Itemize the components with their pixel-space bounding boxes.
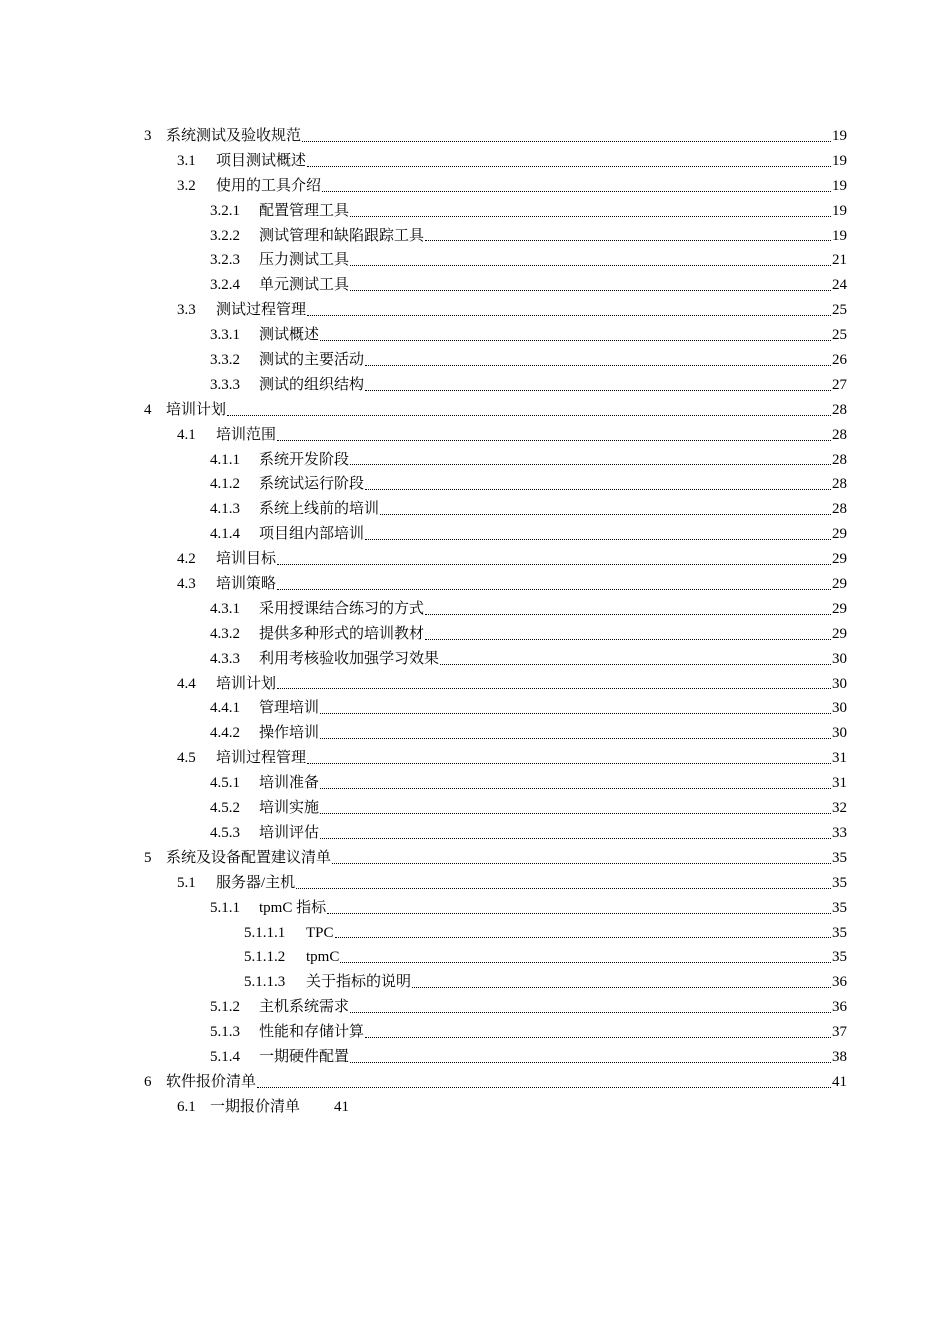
toc-entry-number: 4.3: [177, 576, 196, 593]
toc-entry-title: tpmC: [306, 949, 340, 966]
toc-entry-title: TPC: [306, 924, 334, 941]
toc-entry-number: 5.1: [177, 874, 196, 891]
toc-entry-number: 4.1: [177, 426, 196, 443]
toc-dot-leader: [365, 389, 831, 391]
toc-entry[interactable]: [0, 273, 950, 298]
toc-entry-title: 项目测试概述: [216, 152, 307, 169]
toc-entry[interactable]: [0, 597, 950, 622]
toc-entry[interactable]: [0, 696, 950, 721]
toc-dot-leader: [425, 613, 831, 615]
toc-entry[interactable]: [0, 149, 950, 174]
toc-entry-number: 3.2.3: [210, 252, 240, 269]
toc-entry-page-number: 19: [832, 227, 847, 244]
toc-entry-title: 操作培训: [259, 725, 320, 742]
toc-entry-number: 3.2.2: [210, 227, 240, 244]
toc-dot-leader: [307, 762, 831, 764]
toc-entry-page-number: 27: [832, 376, 847, 393]
toc-entry-number: 4.5.3: [210, 824, 240, 841]
toc-dot-leader: [257, 1086, 831, 1088]
toc-dot-leader: [322, 190, 831, 192]
toc-entry[interactable]: [0, 846, 950, 871]
toc-entry-number: 4.4: [177, 675, 196, 692]
toc-entry[interactable]: [0, 771, 950, 796]
toc-entry-number: 5.1.1.1: [244, 924, 286, 941]
toc-dot-leader: [412, 986, 831, 988]
toc-entry[interactable]: [0, 547, 950, 572]
toc-entry-number: 4.4.2: [210, 725, 240, 742]
toc-dot-leader: [365, 538, 831, 540]
toc-entry-number: 5.1.3: [210, 1024, 240, 1041]
toc-entry-page-number: 35: [832, 924, 847, 941]
toc-dot-leader: [425, 638, 831, 640]
toc-entry-number: 4.5: [177, 750, 196, 767]
toc-entry-title: 提供多种形式的培训教材: [259, 625, 425, 642]
toc-entry[interactable]: [0, 896, 950, 921]
toc-entry-number: 4.2: [177, 551, 196, 568]
toc-entry-title: 测试的主要活动: [259, 352, 365, 369]
toc-entry-title: 服务器/主机: [216, 874, 296, 891]
toc-dot-leader: [332, 862, 831, 864]
toc-dot-leader: [350, 463, 831, 465]
toc-entry-number: 6: [144, 1073, 152, 1090]
toc-dot-leader: [320, 737, 831, 739]
toc-dot-leader: [296, 887, 831, 889]
toc-dot-leader: [320, 712, 831, 714]
toc-entry-title: 系统开发阶段: [259, 451, 350, 468]
toc-entry-number: 3.2.1: [210, 202, 240, 219]
toc-dot-leader: [350, 264, 831, 266]
toc-entry-number: 4.5.1: [210, 775, 240, 792]
toc-entry-title: 测试过程管理: [216, 302, 307, 319]
toc-entry-page-number: 19: [832, 177, 847, 194]
toc-dot-leader: [320, 339, 831, 341]
toc-entry[interactable]: [0, 970, 950, 995]
toc-dot-leader: [327, 912, 831, 914]
toc-entry-title: 使用的工具介绍: [216, 177, 322, 194]
table-of-contents: [0, 124, 950, 1120]
toc-entry-title: 测试的组织结构: [259, 376, 365, 393]
toc-entry-page-number: 25: [832, 327, 847, 344]
toc-entry-number: 3.2.4: [210, 277, 240, 294]
toc-entry-title: 利用考核验收加强学习效果: [259, 650, 440, 667]
toc-entry-title: 主机系统需求: [259, 999, 350, 1016]
toc-dot-leader: [340, 961, 831, 963]
toc-dot-leader: [335, 936, 831, 938]
toc-entry-number: 4: [144, 401, 152, 418]
toc-entry-page-number: 41: [832, 1073, 847, 1090]
toc-entry-number: 3.3.3: [210, 376, 240, 393]
toc-entry-number: 5.1.1.2: [244, 949, 286, 966]
toc-entry-title: 培训准备: [259, 775, 320, 792]
toc-dot-leader: [365, 488, 831, 490]
toc-entry-page-number: 28: [832, 476, 847, 493]
toc-entry-page-number: 28: [832, 401, 847, 418]
toc-entry-number: 3.2: [177, 177, 196, 194]
toc-entry-title: 培训过程管理: [216, 750, 307, 767]
toc-entry-page-number: 33: [832, 824, 847, 841]
toc-dot-leader: [320, 837, 831, 839]
toc-entry-number: 4.1.2: [210, 476, 240, 493]
toc-entry-page-number: 28: [832, 426, 847, 443]
toc-dot-leader: [227, 414, 831, 416]
toc-entry[interactable]: [0, 224, 950, 249]
toc-entry-page-number: 28: [832, 501, 847, 518]
toc-entry[interactable]: [0, 174, 950, 199]
toc-entry-page-number: 35: [832, 849, 847, 866]
toc-entry-title: 培训计划: [166, 401, 227, 418]
toc-entry-title: 压力测试工具: [259, 252, 350, 269]
toc-entry[interactable]: [0, 572, 950, 597]
toc-entry[interactable]: [0, 348, 950, 373]
toc-entry-title: 关于指标的说明: [306, 974, 412, 991]
toc-dot-leader: [350, 289, 831, 291]
toc-entry[interactable]: [0, 622, 950, 647]
toc-entry-title: 项目组内部培训: [259, 526, 365, 543]
toc-entry-page-number: 30: [832, 675, 847, 692]
toc-entry[interactable]: [0, 323, 950, 348]
toc-entry-title: 软件报价清单: [166, 1073, 257, 1090]
toc-entry-title: 系统测试及验收规范: [166, 128, 302, 144]
toc-entry[interactable]: [0, 1095, 950, 1120]
toc-entry[interactable]: [0, 497, 950, 522]
toc-dot-leader: [380, 513, 831, 515]
toc-entry-page-number: 35: [832, 899, 847, 916]
toc-entry-number: 5.1.4: [210, 1048, 240, 1065]
toc-dot-leader: [302, 140, 831, 142]
toc-dot-leader: [277, 588, 831, 590]
toc-entry-number: 3.3: [177, 302, 196, 319]
toc-dot-leader: [320, 787, 831, 789]
toc-entry-number: 5.1.1: [210, 899, 240, 916]
toc-entry-page-number: 19: [832, 128, 847, 144]
toc-entry-title: 培训范围: [216, 426, 277, 443]
toc-entry[interactable]: [0, 746, 950, 771]
toc-entry[interactable]: [0, 945, 950, 970]
toc-entry-page-number: 36: [832, 974, 847, 991]
toc-entry-title: 系统及设备配置建议清单: [166, 849, 332, 866]
toc-dot-leader: [307, 314, 831, 316]
toc-entry[interactable]: [0, 298, 950, 323]
toc-entry-title: 一期硬件配置: [259, 1048, 350, 1065]
toc-entry-title: 单元测试工具: [259, 277, 350, 294]
toc-entry-title: 性能和存储计算: [259, 1024, 365, 1041]
toc-entry-page-number: 29: [832, 600, 847, 617]
toc-entry[interactable]: [0, 796, 950, 821]
toc-entry-page-number: 25: [832, 302, 847, 319]
toc-entry-title: 系统上线前的培训: [259, 501, 380, 518]
toc-entry-title: 培训目标: [216, 551, 277, 568]
toc-entry[interactable]: [0, 995, 950, 1020]
toc-entry-page-number: 30: [832, 650, 847, 667]
toc-entry-number: 4.1.4: [210, 526, 240, 543]
toc-entry-title: 测试管理和缺陷跟踪工具: [259, 227, 425, 244]
toc-entry[interactable]: [0, 1020, 950, 1045]
toc-entry[interactable]: [0, 1045, 950, 1070]
toc-dot-leader: [365, 364, 831, 366]
toc-entry-page-number: 28: [832, 451, 847, 468]
toc-entry-number: 4.5.2: [210, 800, 240, 817]
toc-entry-page-number: 32: [832, 800, 847, 817]
toc-entry-number: 4.1.3: [210, 501, 240, 518]
toc-entry-page-number: 19: [832, 152, 847, 169]
toc-entry[interactable]: [0, 398, 950, 423]
toc-entry-number: 5.1.2: [210, 999, 240, 1016]
toc-entry-number: 3.3.2: [210, 352, 240, 369]
toc-entry-number: 5: [144, 849, 152, 866]
toc-dot-leader: [350, 215, 831, 217]
toc-dot-leader: [350, 1061, 831, 1063]
toc-entry-title: 培训评估: [259, 824, 320, 841]
toc-entry[interactable]: [0, 248, 950, 273]
toc-entry-number: 3.3.1: [210, 327, 240, 344]
toc-entry[interactable]: [0, 1070, 950, 1095]
toc-entry-number: 4.1.1: [210, 451, 240, 468]
toc-dot-leader: [440, 663, 831, 665]
toc-entry-number: 4.3.3: [210, 650, 240, 667]
toc-entry-title: tpmC 指标: [259, 899, 327, 916]
toc-entry-page-number: 30: [832, 700, 847, 717]
toc-dot-leader: [365, 1036, 831, 1038]
toc-entry-title: 培训实施: [259, 800, 320, 817]
toc-entry-title: 培训计划: [216, 675, 277, 692]
toc-entry-title: 配置管理工具: [259, 202, 350, 219]
toc-dot-leader: [350, 1011, 831, 1013]
toc-entry-title: 管理培训: [259, 700, 320, 717]
toc-entry[interactable]: [0, 647, 950, 672]
toc-entry-page-number: 35: [832, 949, 847, 966]
toc-dot-leader: [277, 687, 831, 689]
toc-entry-page-number: 38: [832, 1048, 847, 1065]
toc-entry-title: 系统试运行阶段: [259, 476, 365, 493]
toc-entry-page-number: 29: [832, 551, 847, 568]
toc-entry-page-number: 26: [832, 352, 847, 369]
toc-dot-leader: [425, 239, 831, 241]
toc-entry[interactable]: [0, 448, 950, 473]
toc-entry-page-number: 29: [832, 625, 847, 642]
toc-entry[interactable]: [0, 124, 950, 149]
toc-entry-page-number: 37: [832, 1024, 847, 1041]
toc-entry-title: 采用授课结合练习的方式: [259, 600, 425, 617]
toc-entry-page-number: 35: [832, 874, 847, 891]
toc-entry-title: 一期报价清单: [210, 1098, 301, 1115]
toc-entry-page-number: 24: [832, 277, 847, 294]
toc-entry[interactable]: [0, 522, 950, 547]
toc-entry-page-number: 41: [334, 1098, 350, 1115]
toc-dot-leader: [277, 439, 831, 441]
toc-entry-page-number: 21: [832, 252, 847, 269]
toc-entry-page-number: 30: [832, 725, 847, 742]
toc-entry-page-number: 19: [832, 202, 847, 219]
toc-entry-page-number: 31: [832, 750, 847, 767]
toc-dot-leader: [277, 563, 831, 565]
toc-entry-number: 3: [144, 128, 152, 144]
toc-entry[interactable]: [0, 199, 950, 224]
toc-entry-page-number: 29: [832, 526, 847, 543]
toc-entry[interactable]: [0, 871, 950, 896]
toc-entry-number: 4.3.1: [210, 600, 240, 617]
toc-entry-page-number: 36: [832, 999, 847, 1016]
toc-entry[interactable]: [0, 423, 950, 448]
toc-entry-page-number: 31: [832, 775, 847, 792]
toc-entry-page-number: 29: [832, 576, 847, 593]
toc-entry-number: 4.4.1: [210, 700, 240, 717]
toc-entry[interactable]: [0, 921, 950, 946]
toc-entry[interactable]: [0, 721, 950, 746]
toc-entry-number: 3.1: [177, 152, 196, 169]
toc-entry[interactable]: [0, 373, 950, 398]
toc-dot-leader: [320, 812, 831, 814]
toc-entry-number: 6.1: [177, 1098, 196, 1115]
toc-entry-number: 5.1.1.3: [244, 974, 286, 991]
toc-entry[interactable]: [0, 821, 950, 846]
toc-entry-title: 培训策略: [216, 576, 277, 593]
toc-dot-leader: [307, 165, 831, 167]
toc-entry[interactable]: [0, 672, 950, 697]
toc-entry-number: 4.3.2: [210, 625, 240, 642]
toc-entry[interactable]: [0, 472, 950, 497]
toc-entry-title: 测试概述: [259, 327, 320, 344]
